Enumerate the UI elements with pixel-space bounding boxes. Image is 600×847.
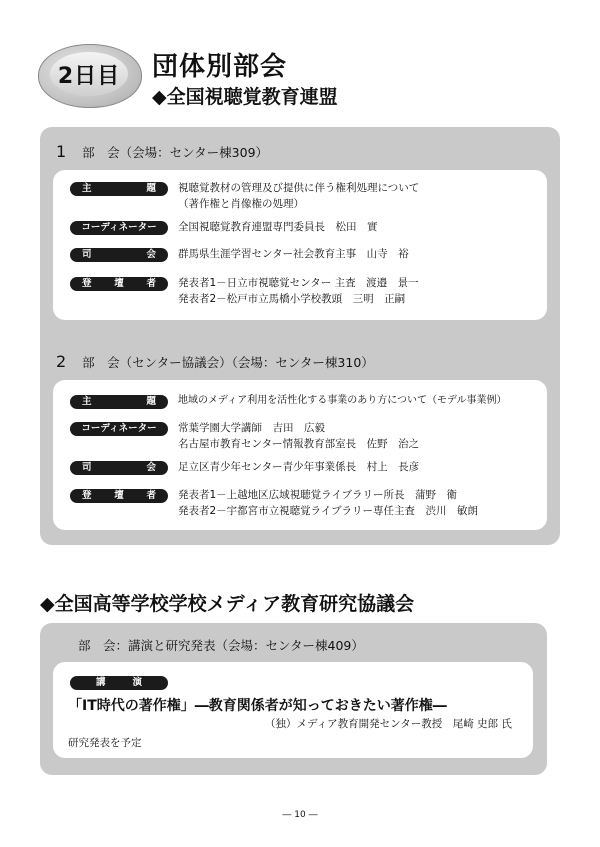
section2-heading-text: 部 会（センター協議会）（会場：センター棟310） [82, 355, 374, 370]
section2-heading [56, 352, 374, 371]
section2-number: 2 [56, 352, 67, 371]
section1-number: 1 [56, 142, 67, 161]
coordinator-text: 常葉学園大学講師 吉田 広毅 名古屋市教育センター情報教育部室長 佐野 治之 [178, 422, 420, 450]
tag-coordinator: コーディネーター [70, 221, 168, 235]
tag-theme: 主 題 [70, 395, 168, 409]
tag-lecture: 講 演 [70, 676, 168, 690]
section1-heading [56, 142, 268, 161]
tag-theme: 主 題 [70, 182, 168, 196]
moderator-text: 群馬県生涯学習センター社会教育主事 山寺 裕 [178, 248, 409, 260]
organization-title: ◆全国視聴覚教育連盟 [152, 86, 338, 108]
tag-moderator: 司 会 [70, 461, 168, 475]
speakers-text: 発表者1－日立市視聴覚センター 主査 渡邉 景一 発表者2－松戸市立馬橋小学校教頭 三明 正嗣 [178, 277, 419, 305]
theme-text: 視聴覚教材の管理及び提供に伴う権利処理について （著作権と肖像権の処理） [178, 182, 420, 210]
theme-text: 地域のメディア利用を活性化する事業のあり方について（モデル事業例） [178, 395, 507, 406]
page-title: 団体別部会 [152, 52, 288, 82]
research-note: 研究発表を予定 [68, 737, 142, 749]
section1-heading-text: 部 会（会場：センター棟309） [82, 145, 269, 160]
section3-heading: 部 会：講演と研究発表（会場：センター棟409） [78, 638, 364, 653]
tag-speakers: 登 壇 者 [70, 489, 168, 503]
tag-speakers: 登 壇 者 [70, 277, 168, 291]
tag-moderator: 司 会 [70, 248, 168, 262]
organization-title-2: ◆全国高等学校学校メディア教育研究協議会 [40, 593, 415, 615]
tag-coordinator: コーディネーター [70, 422, 168, 436]
lecture-speaker: （独）メディア教育開発センター教授 尾崎 史郎 氏 [265, 718, 512, 730]
day-badge-label: 2日目 [50, 52, 128, 96]
lecture-title: 「IT時代の著作権」―教育関係者が知っておきたい著作権― [68, 698, 447, 714]
coordinator-text: 全国視聴覚教育連盟専門委員長 松田 實 [178, 221, 378, 233]
speakers-text: 発表者1－上越地区広域視聴覚ライブラリー所長 蒲野 衛 発表者2－宇都宮市立視聴覚ライブラリー専任主査 渋川 敏朗 [178, 489, 479, 517]
page-number: ― 10 ― [282, 810, 318, 820]
moderator-text: 足立区青少年センター青少年事業係長 村上 長彦 [178, 461, 420, 473]
